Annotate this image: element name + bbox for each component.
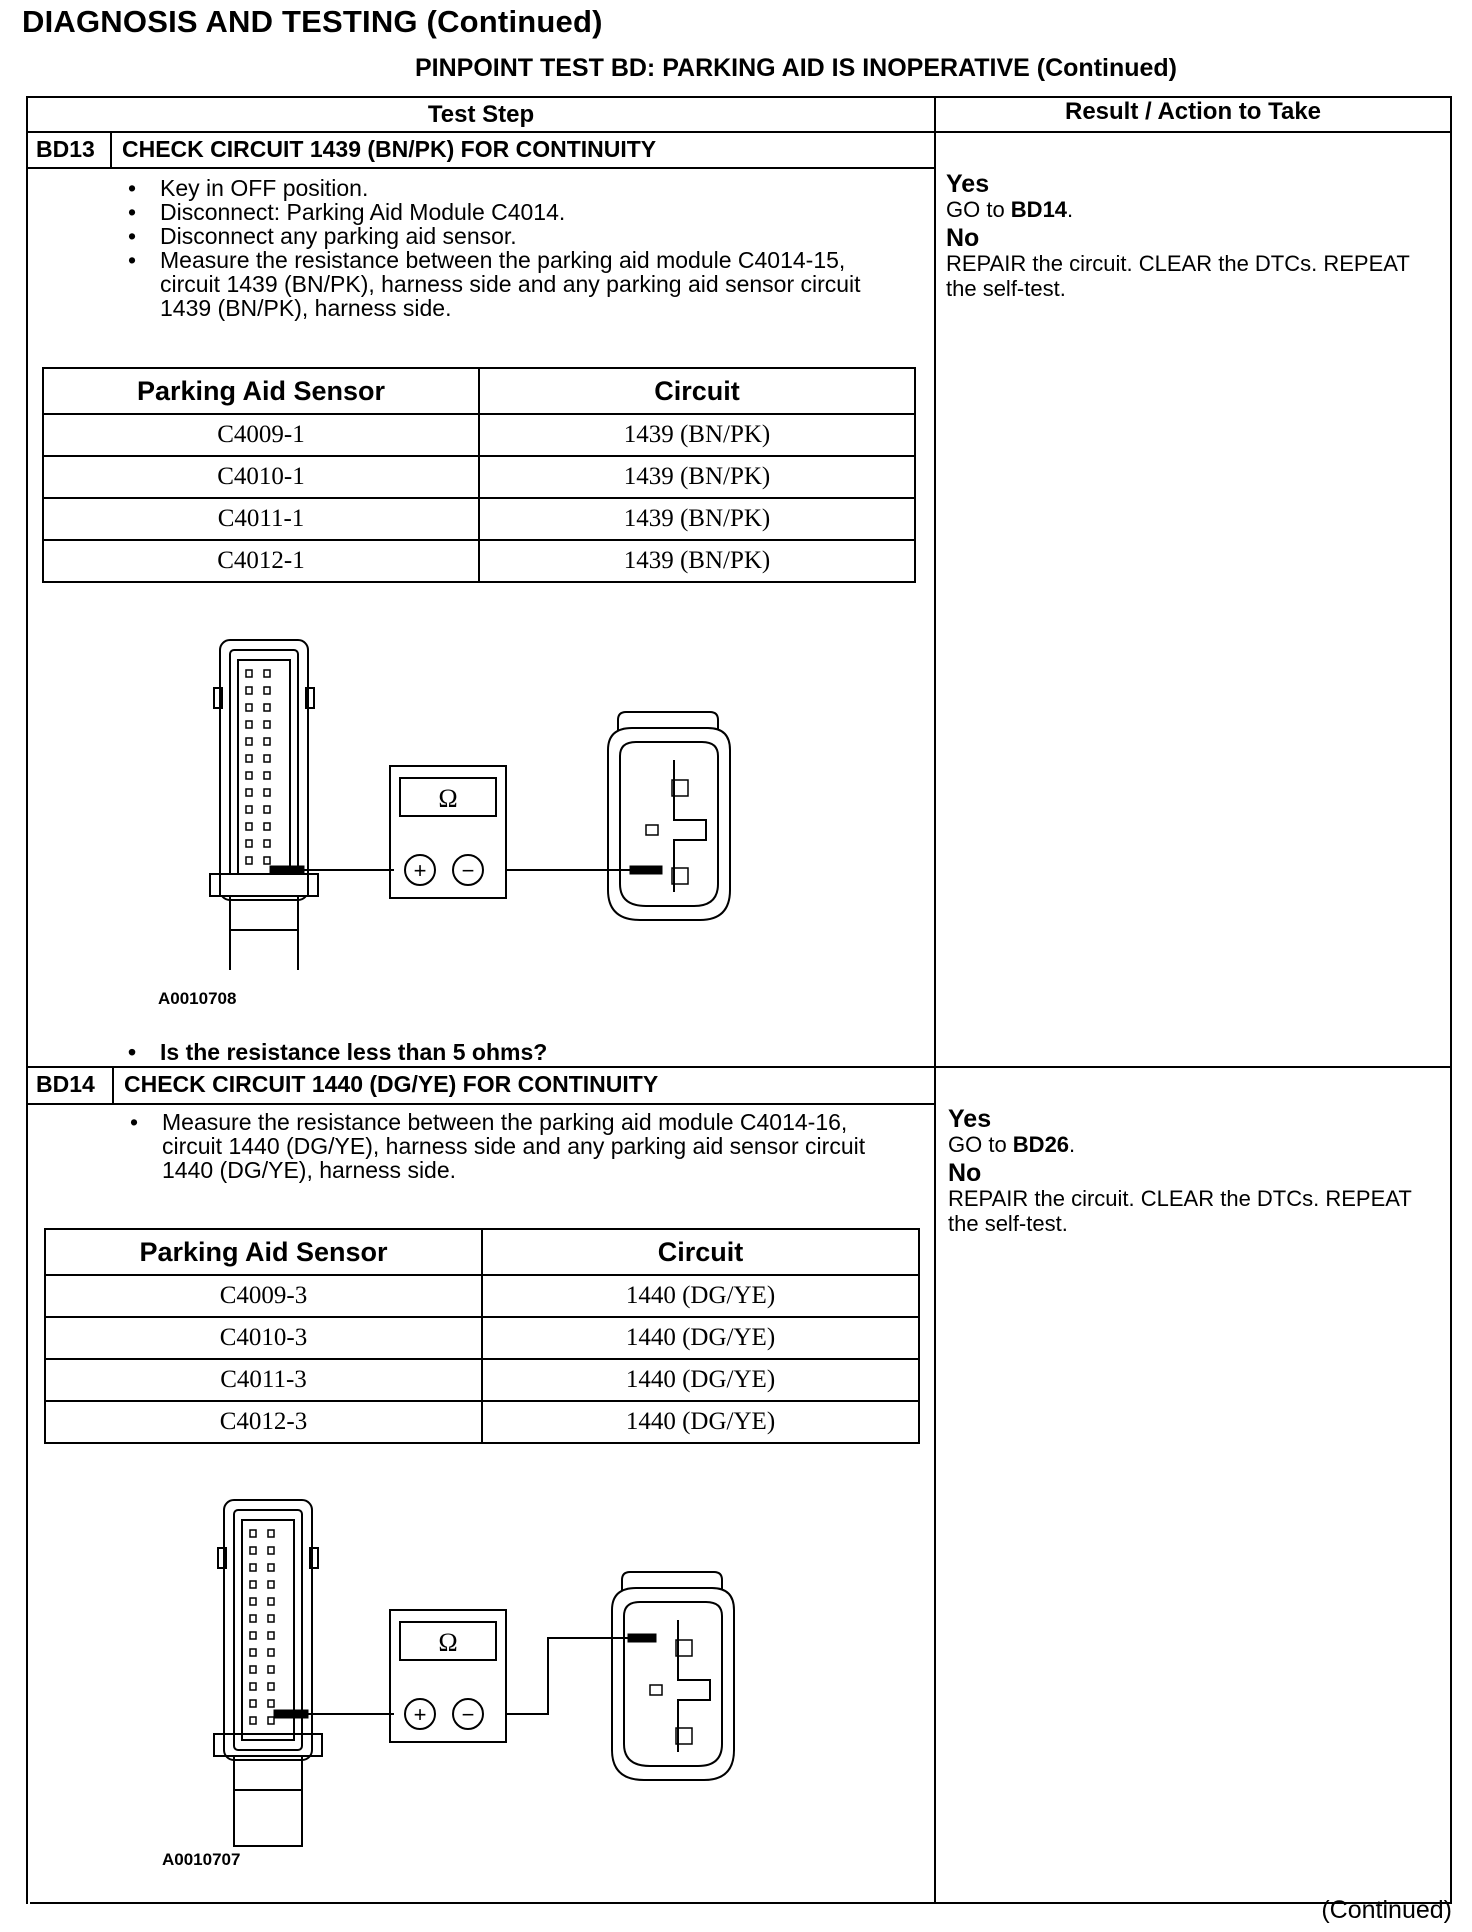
- table-header-sensor: Parking Aid Sensor: [43, 368, 479, 414]
- yes-action: [946, 197, 1441, 222]
- result-block: [948, 1107, 1443, 1236]
- bd13-bottom-border: [26, 1066, 1452, 1068]
- table-bottom-border: [30, 1902, 1450, 1904]
- bullet-item: • Disconnect: Parking Aid Module C4014.: [120, 200, 890, 224]
- header-bottom-border: [26, 131, 1452, 133]
- yes-target-step: BD26: [1012, 1132, 1070, 1157]
- bullet-item: • Disconnect any parking aid sensor.: [120, 224, 890, 248]
- probe-wire-left: [270, 866, 394, 874]
- meter-plus-terminal: +: [413, 858, 427, 883]
- module-connector-icon: [210, 640, 318, 970]
- circuit-cell: 1440 (DG/YE): [482, 1401, 919, 1443]
- circuit-cell: 1439 (BN/PK): [479, 456, 915, 498]
- no-label: No: [946, 224, 980, 252]
- bd14-title-bottom-border: [26, 1103, 934, 1105]
- figure-id: A0010707: [162, 1850, 241, 1869]
- yes-target-step: BD14: [1010, 197, 1068, 222]
- table-header-sensor: Parking Aid Sensor: [45, 1229, 482, 1275]
- meter-display-symbol: Ω: [438, 1628, 458, 1657]
- yes-label: Yes: [948, 1105, 992, 1133]
- meter-display-symbol: Ω: [438, 784, 458, 813]
- table-row: [45, 1317, 919, 1359]
- table-row: [43, 540, 915, 582]
- table-header-circuit: Circuit: [479, 368, 915, 414]
- sensor-circuit-table: [42, 367, 916, 583]
- step-bullets: [122, 1110, 902, 1182]
- yes-action-suffix: .: [1069, 1132, 1076, 1157]
- sensor-cell: C4012-3: [45, 1401, 482, 1443]
- table-left-border: [26, 96, 28, 1904]
- step-id: BD13: [36, 136, 95, 162]
- circuit-cell: 1440 (DG/YE): [482, 1359, 919, 1401]
- sensor-cell: C4010-1: [43, 456, 479, 498]
- module-connector-icon: [214, 1500, 322, 1846]
- column-divider: [934, 96, 936, 1904]
- sensor-cell: C4011-3: [45, 1359, 482, 1401]
- wiring-diagram: [200, 630, 760, 970]
- no-action: REPAIR the circuit. CLEAR the DTCs. REPEAT the self-test.: [946, 251, 1410, 301]
- column-header-test-step: Test Step: [427, 101, 535, 128]
- sensor-connector-icon: [612, 1572, 734, 1780]
- circuit-cell: 1439 (BN/PK): [479, 414, 915, 456]
- step-id: BD14: [36, 1071, 95, 1097]
- bd13-id-divider: [110, 131, 112, 167]
- table-row: [45, 1275, 919, 1317]
- figure-id: A0010708: [158, 989, 237, 1008]
- question-item: • Is the resistance less than 5 ohms?: [120, 1040, 900, 1064]
- bullet-item: • Measure the resistance between the parking aid module C4014-15, circuit 1439 (BN/PK), harness side and any parking aid sensor circuit 1439 (BN/PK), harness side.: [120, 248, 890, 320]
- sensor-cell: C4009-1: [43, 414, 479, 456]
- circuit-cell: 1439 (BN/PK): [479, 498, 915, 540]
- step-title: CHECK CIRCUIT 1440 (DG/YE) FOR CONTINUITY: [124, 1071, 659, 1097]
- table-header-row: [43, 368, 915, 414]
- yes-action-text: GO to: [948, 1132, 1013, 1157]
- sensor-cell: C4010-3: [45, 1317, 482, 1359]
- result-block: [946, 172, 1441, 301]
- yes-action-suffix: .: [1067, 197, 1074, 222]
- column-header-result: Result / Action to Take: [1064, 98, 1322, 125]
- yes-label: Yes: [946, 170, 990, 198]
- yes-action-text: GO to: [946, 197, 1011, 222]
- circuit-cell: 1440 (DG/YE): [482, 1317, 919, 1359]
- probe-wire-right: [506, 1634, 656, 1714]
- table-header-circuit: Circuit: [482, 1229, 919, 1275]
- pinpoint-test-title: PINPOINT TEST BD: PARKING AID IS INOPERATIVE (Continued): [414, 54, 1178, 82]
- table-row: [45, 1359, 919, 1401]
- no-label: No: [948, 1159, 982, 1187]
- bullet-item: • Measure the resistance between the parking aid module C4014-16, circuit 1440 (DG/YE), harness side and any parking aid sensor circuit 1440 (DG/YE), harness side.: [122, 1110, 902, 1182]
- step-question: [120, 1040, 900, 1064]
- sensor-circuit-table: [44, 1228, 920, 1444]
- table-row: [43, 498, 915, 540]
- table-row: [43, 456, 915, 498]
- sensor-cell: C4009-3: [45, 1275, 482, 1317]
- sensor-connector-icon: [608, 712, 730, 920]
- circuit-cell: 1439 (BN/PK): [479, 540, 915, 582]
- meter-plus-terminal: +: [413, 1702, 427, 1727]
- no-action: REPAIR the circuit. CLEAR the DTCs. REPEAT the self-test.: [948, 1186, 1412, 1236]
- yes-action: [948, 1132, 1443, 1157]
- table-row: [43, 414, 915, 456]
- sensor-cell: C4011-1: [43, 498, 479, 540]
- table-right-border: [1450, 96, 1452, 1904]
- page-title: DIAGNOSIS AND TESTING (Continued): [22, 4, 603, 39]
- wiring-diagram: [204, 1490, 764, 1850]
- step-title: CHECK CIRCUIT 1439 (BN/PK) FOR CONTINUITY: [122, 136, 657, 162]
- bd14-id-divider: [112, 1066, 114, 1103]
- meter-minus-terminal: −: [461, 858, 475, 883]
- continued-footer: (Continued): [1321, 1896, 1452, 1924]
- table-header-row: [45, 1229, 919, 1275]
- sensor-cell: C4012-1: [43, 540, 479, 582]
- step-bullets: [120, 176, 890, 320]
- meter-minus-terminal: −: [461, 1702, 475, 1727]
- probe-wire-left: [274, 1710, 394, 1718]
- table-row: [45, 1401, 919, 1443]
- bullet-item: • Key in OFF position.: [120, 176, 890, 200]
- probe-wire-right: [506, 866, 662, 874]
- circuit-cell: 1440 (DG/YE): [482, 1275, 919, 1317]
- bd13-title-bottom-border: [26, 167, 934, 169]
